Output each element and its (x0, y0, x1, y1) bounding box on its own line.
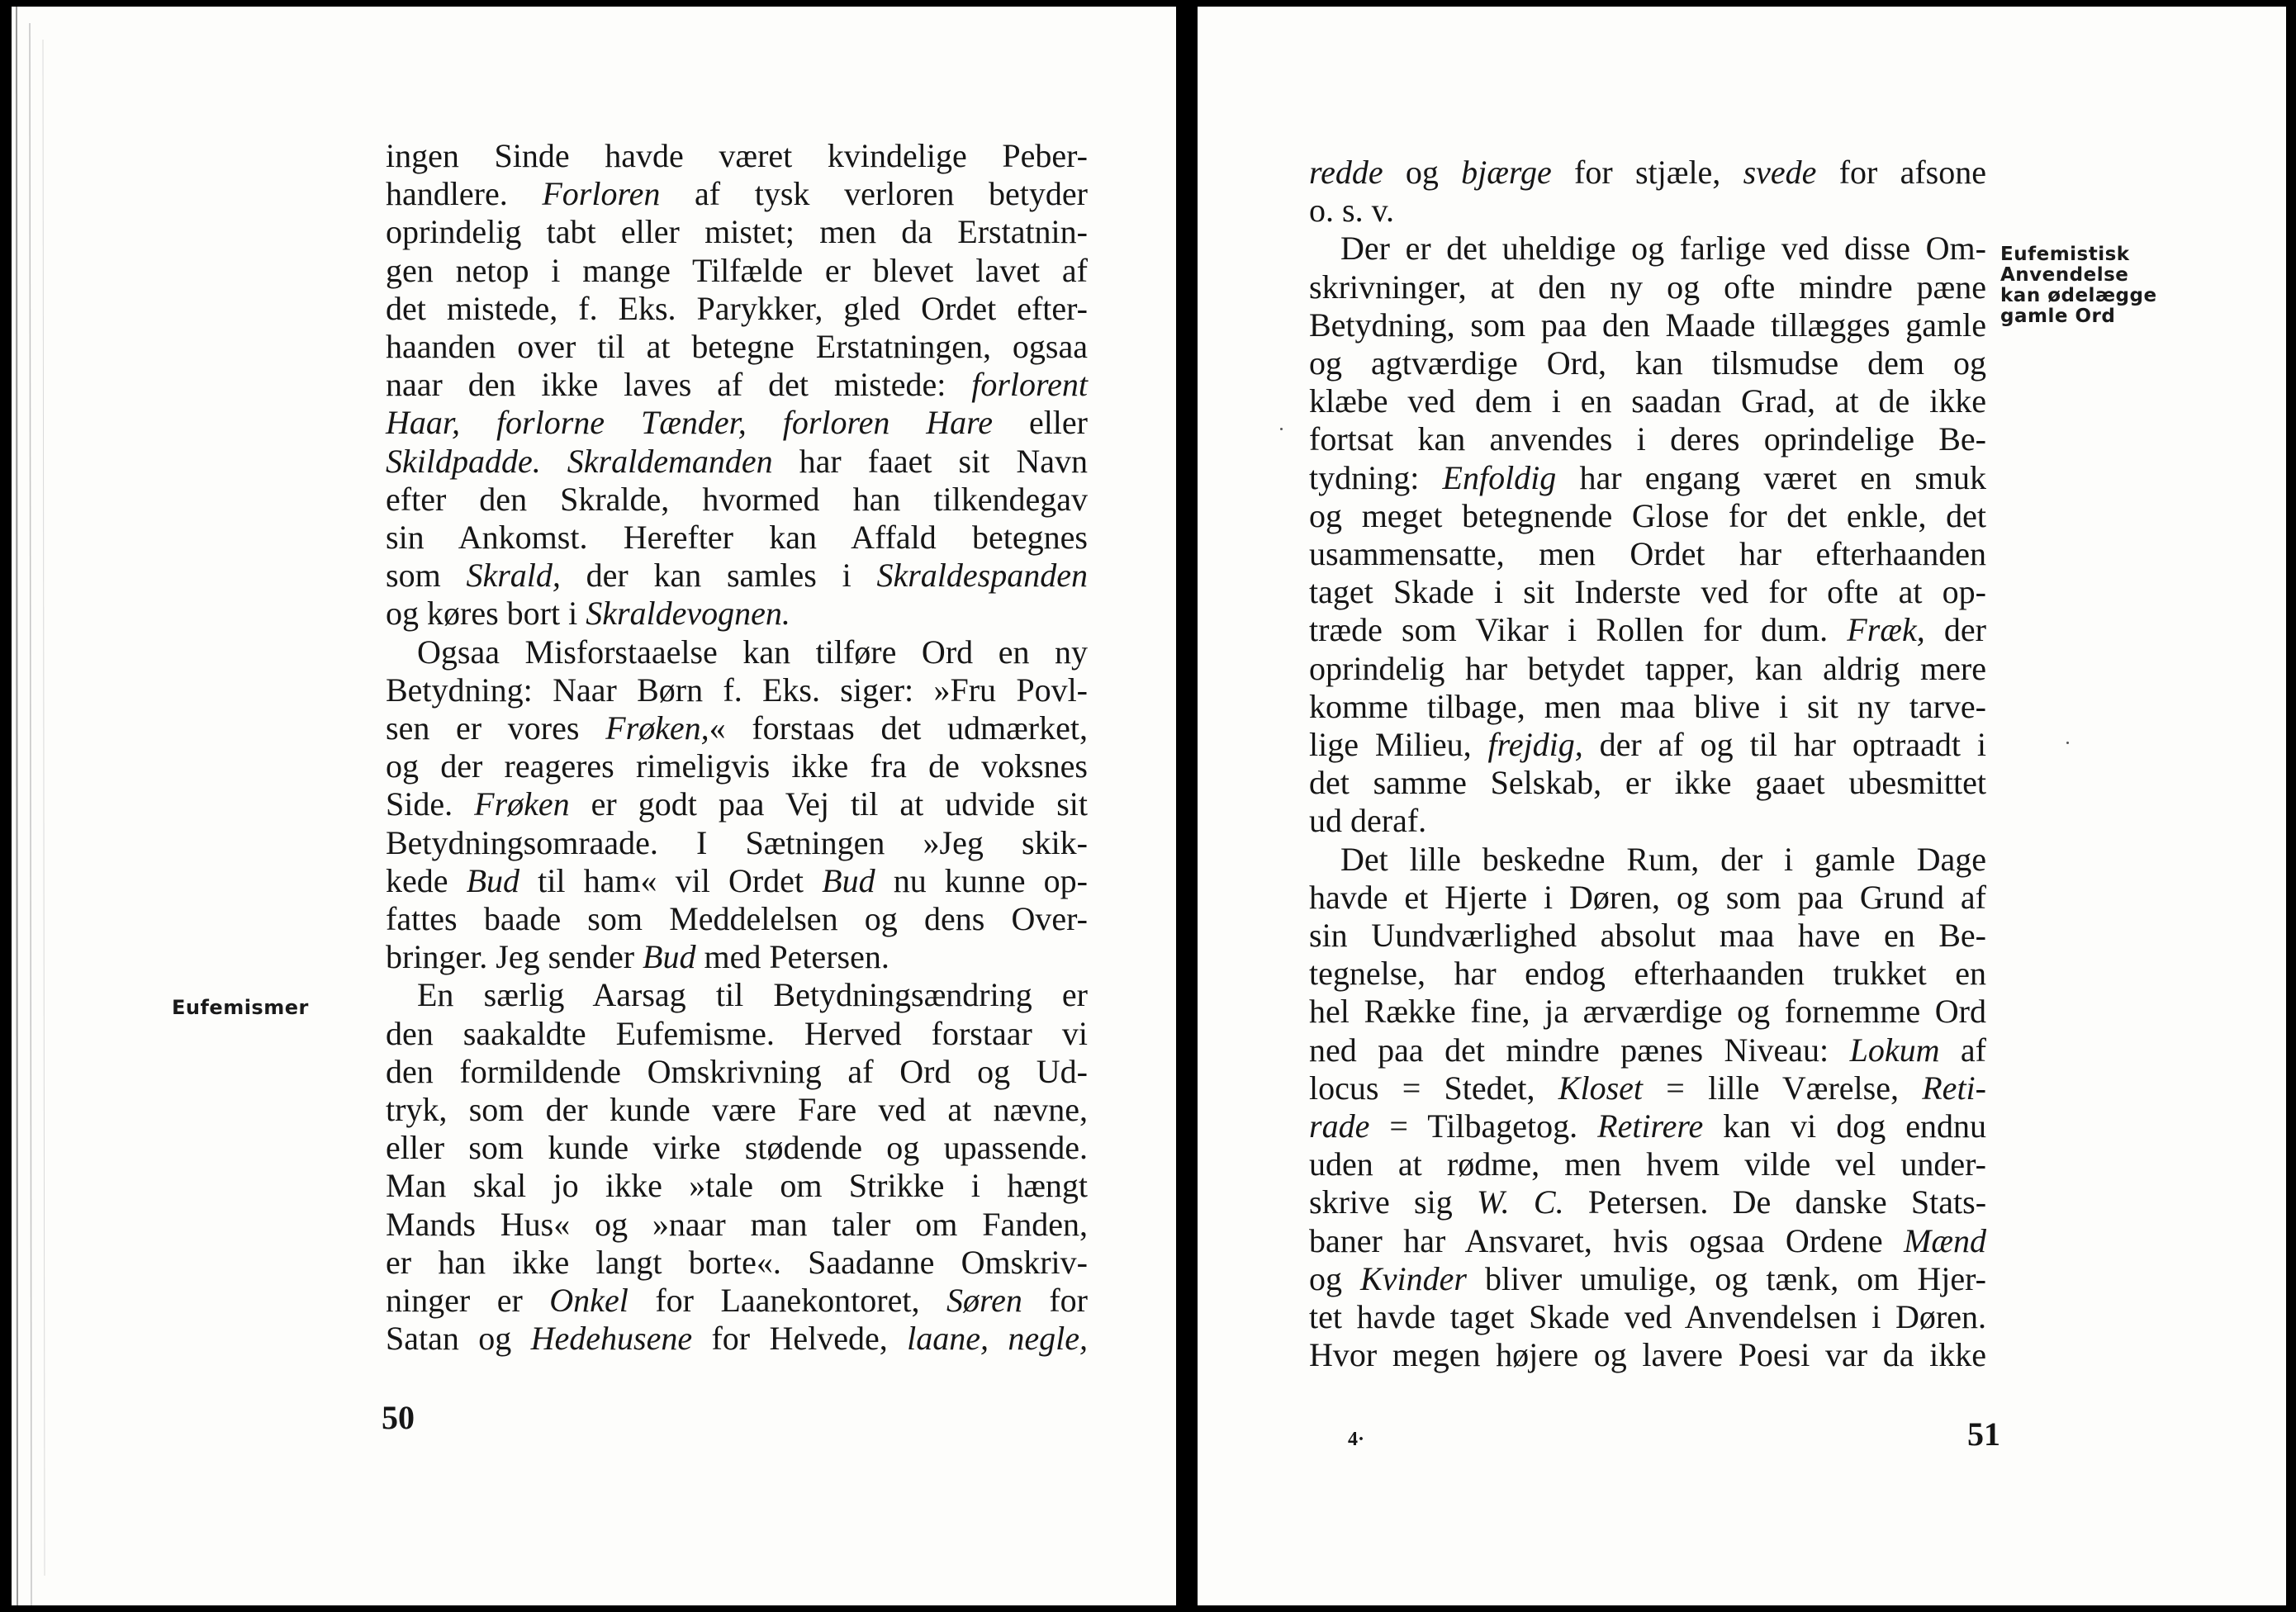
text-run: som (386, 557, 467, 595)
text-run: naar den ikke laves af det mistede: (386, 366, 972, 404)
text-run: det mistede, f. Eks. Parykker, gled Ordet efter- (386, 289, 1088, 327)
text-line (386, 137, 1088, 175)
text-run: gen netop i mange Tilfælde er blevet lavet af (386, 251, 1088, 289)
right-body-text (1309, 154, 1986, 1375)
text-run: = Tilbagetog. (1369, 1107, 1598, 1145)
text-line (386, 1053, 1088, 1091)
text-line (386, 1167, 1088, 1205)
text-line (386, 900, 1088, 938)
text-run: der af og til har optraadt i (1582, 726, 1986, 764)
text-run: eller (993, 404, 1088, 442)
text-run: træde som Vikar i Rollen for dum. (1309, 611, 1848, 649)
text-line (386, 709, 1088, 747)
text-run: og meget betegnende Glose for det enkle, det (1309, 496, 1986, 534)
text-run: hel Række fine, ja ærværdige og fornemme Ord (1309, 993, 1986, 1031)
text-run: Satan og (386, 1320, 531, 1358)
text-line (386, 252, 1088, 290)
text-run: bliver umulige, og tænk, om Hjer- (1466, 1259, 1986, 1297)
italic-term: Hedehusene (530, 1320, 693, 1358)
text-line (1309, 917, 1986, 955)
text-run: har faaet sit Navn (772, 442, 1088, 480)
italic-term: rade (1309, 1107, 1370, 1145)
italic-term: Frøken (474, 785, 570, 823)
italic-term: Skildpadde. Skraldemanden (386, 442, 773, 480)
text-run: lige Milieu, (1309, 726, 1488, 764)
text-run: fortsat kan anvendes i deres oprindelige Be- (1309, 420, 1986, 458)
italic-term: Kvinder (1360, 1259, 1467, 1297)
text-line (386, 1129, 1088, 1167)
italic-term: Forloren (542, 175, 661, 213)
signature-mark: 4· (1348, 1429, 1365, 1450)
text-run: bringer. Jeg sender (386, 938, 643, 976)
text-run: oprindelig tabt eller mistet; men da Erstatnin- (386, 213, 1088, 251)
text-run: ninger er (386, 1282, 550, 1320)
text-run: Side. (386, 785, 475, 823)
text-line (386, 519, 1088, 557)
margin-note-eufemistisk (2000, 244, 2157, 327)
text-line (1309, 1222, 1986, 1260)
text-run: tet havde taget Skade ved Anvendelsen i Døren. (1309, 1298, 1986, 1336)
text-line (1309, 1031, 1986, 1069)
text-run: for Helvede, (692, 1320, 908, 1358)
text-line (1309, 306, 1986, 344)
text-run: for (1022, 1282, 1088, 1320)
text-run: og (1309, 1259, 1361, 1297)
text-run: tryk, som der kunde være Fare ved at nævne, (386, 1091, 1088, 1129)
left-body-text (386, 137, 1088, 1358)
text-line (386, 443, 1088, 481)
paper-speck (2066, 742, 2069, 744)
margin-note-eufemismer: Eufemismer (172, 996, 309, 1019)
text-run: uden at rødme, men hvem vilde vel under- (1309, 1145, 1986, 1183)
text-run: for stjæle, (1551, 154, 1743, 191)
italic-term: Lokum (1849, 1031, 1940, 1069)
text-line (386, 481, 1088, 519)
text-line (386, 633, 1088, 671)
margin-note-line: Eufemistisk (2000, 244, 2130, 265)
margin-note-line: gamle Ord (2000, 306, 2116, 327)
italic-term: redde (1309, 154, 1383, 191)
text-run: Man skal jo ikke »tale om Strikke i hængt (386, 1167, 1088, 1205)
italic-term: Haar, forlorne Tænder, forloren Hare (386, 404, 994, 442)
text-line (1309, 802, 1986, 840)
text-run: kan vi dog endnu (1703, 1107, 1986, 1145)
text-run: oprindelig har betydet tapper, kan aldrig mere (1309, 649, 1986, 687)
italic-term: Retirere (1597, 1107, 1704, 1145)
text-line (1309, 1069, 1986, 1107)
text-line (1309, 993, 1986, 1031)
text-run: taget Skade i sit Inderste ved for ofte at op- (1309, 573, 1986, 611)
text-line (386, 557, 1088, 595)
text-run: har engang været en smuk (1556, 458, 1986, 496)
text-line (1309, 573, 1986, 611)
text-line (1309, 382, 1986, 420)
text-run: locus = Stedet, (1309, 1069, 1558, 1107)
text-run: sin Ankomst. Herefter kan Affald betegnes (386, 519, 1088, 557)
text-line (1309, 726, 1986, 764)
text-line (386, 938, 1088, 976)
italic-term: Skraldespanden (876, 557, 1088, 595)
text-run: til ham« vil Ordet (519, 861, 823, 899)
italic-term: Bud (643, 938, 696, 976)
text-run: af (1939, 1031, 1986, 1069)
text-run: er han ikke langt borte«. Saadanne Omskriv- (386, 1243, 1088, 1281)
italic-term: svede (1743, 154, 1817, 191)
text-run: Betydningsomraade. I Sætningen »Jeg skik- (386, 823, 1088, 861)
text-run: tydning: (1309, 458, 1443, 496)
margin-note-line: Anvendelse (2000, 264, 2129, 286)
text-line (386, 595, 1088, 633)
text-run: eller som kunde virke stødende og upassende. (386, 1129, 1088, 1167)
italic-term: Bud (822, 861, 875, 899)
italic-term: Kloset (1558, 1069, 1644, 1107)
text-line (1309, 1260, 1986, 1298)
text-run: der kan samles i (560, 557, 877, 595)
text-run: Petersen. De danske Stats- (1563, 1183, 1987, 1221)
text-line (386, 404, 1088, 442)
italic-term: Frøken, (605, 709, 709, 747)
text-run: er godt paa Vej til at udvide sit (569, 785, 1088, 823)
text-line (386, 1091, 1088, 1129)
text-run: Mands Hus« og »naar man taler om Fanden, (386, 1205, 1088, 1243)
text-run: for afsone (1816, 154, 1987, 191)
text-line (386, 366, 1088, 404)
text-run: sen er vores (386, 709, 606, 747)
italic-term: Fræk, (1847, 611, 1925, 649)
text-run: og agtværdige Ord, kan tilsmudse dem og (1309, 344, 1986, 382)
text-line (386, 1282, 1088, 1320)
text-run: den saakaldte Eufemisme. Herved forstaar vi (386, 1014, 1088, 1052)
text-line (386, 976, 1088, 1014)
italic-term: forlorent (971, 366, 1088, 404)
text-run: ud deraf. (1309, 802, 1427, 840)
text-line (1309, 1107, 1986, 1145)
text-line (1309, 1336, 1986, 1374)
text-run: o. s. v. (1309, 192, 1394, 230)
text-run: med Petersen. (695, 938, 889, 976)
italic-term: laane, negle, (907, 1320, 1088, 1358)
text-run: haanden over til at betegne Erstatningen, ogsaa (386, 328, 1088, 366)
italic-term: bjærge (1461, 154, 1552, 191)
italic-term: frejdig, (1487, 726, 1583, 764)
text-line (1309, 841, 1986, 879)
italic-term: W. C. (1476, 1183, 1564, 1221)
text-line (1309, 955, 1986, 993)
text-line (386, 1244, 1088, 1282)
italic-term: Søren (946, 1282, 1022, 1320)
italic-term: Reti- (1922, 1069, 1986, 1107)
text-line (1309, 420, 1986, 458)
text-run: havde et Hjerte i Døren, og som paa Grund af (1309, 878, 1986, 916)
text-line (1309, 1145, 1986, 1183)
text-run: Betydning: Naar Børn f. Eks. siger: »Fru Povl- (386, 671, 1088, 709)
text-run: En særlig Aarsag til Betydningsændring er (417, 976, 1088, 1014)
text-run: komme tilbage, men maa blive i sit ny tarve- (1309, 687, 1986, 725)
text-run: usammensatte, men Ordet har efterhaanden (1309, 535, 1986, 573)
text-line (1309, 688, 1986, 726)
text-line (1309, 459, 1986, 497)
text-line (386, 1206, 1088, 1244)
page-number-right: 51 (1967, 1415, 2000, 1453)
text-run: og der reageres rimeligvis ikke fra de voksnes (386, 747, 1088, 785)
text-run: og (1383, 154, 1462, 191)
text-run: Ogsaa Misforstaaelse kan tilføre Ord en ny (417, 633, 1088, 671)
text-run: baner har Ansvaret, hvis ogsaa Ordene (1309, 1221, 1904, 1259)
text-run: = lille Værelse, (1643, 1069, 1923, 1107)
text-run: sin Uundværlighed absolut maa have en Be- (1309, 917, 1986, 955)
text-line (386, 671, 1088, 709)
paper-speck (1280, 428, 1283, 430)
right-page (1198, 7, 2286, 1605)
text-line (1309, 1298, 1986, 1336)
text-line (386, 747, 1088, 785)
text-run: det samme Selskab, er ikke gaaet ubesmittet (1309, 764, 1986, 802)
text-line (386, 1015, 1088, 1053)
text-line (1309, 650, 1986, 688)
text-run: fattes baade som Meddelelsen og dens Over- (386, 900, 1088, 938)
margin-note-line: kan ødelægge (2000, 285, 2157, 306)
italic-term: Mænd (1904, 1221, 1986, 1259)
text-run: klæbe ved dem i en saadan Grad, at de ikke (1309, 382, 1986, 420)
page-number-left: 50 (382, 1399, 415, 1436)
text-run: den formildende Omskrivning af Ord og Ud- (386, 1052, 1088, 1090)
text-run: skrive sig (1309, 1183, 1477, 1221)
italic-term: Skraldevognen. (586, 595, 790, 633)
text-line (386, 328, 1088, 366)
text-line (1309, 611, 1986, 649)
text-run: for Laanekontoret, (628, 1282, 946, 1320)
text-run: Der er det uheldige og farlige ved disse Om- (1340, 230, 1986, 268)
text-line (386, 785, 1088, 823)
text-run: efter den Skralde, hvormed han tilkendegav (386, 480, 1088, 518)
text-run: handlere. (386, 175, 543, 213)
left-page (12, 7, 1176, 1605)
text-run: skrivninger, at den ny og ofte mindre pæne (1309, 268, 1986, 306)
text-run: nu kunne op- (875, 861, 1088, 899)
text-line (386, 175, 1088, 213)
text-line (1309, 879, 1986, 917)
text-run: af tysk verloren betyder (660, 175, 1088, 213)
text-line (1309, 192, 1986, 230)
text-line (386, 290, 1088, 328)
text-line (1309, 268, 1986, 306)
text-run: tegnelse, har endog efterhaanden trukket en (1309, 955, 1986, 993)
text-run: Betydning, som paa den Maade tillægges gamle (1309, 306, 1986, 344)
text-line (1309, 344, 1986, 382)
text-run: ingen Sinde havde været kvindelige Peber- (386, 137, 1088, 174)
text-line (1309, 1183, 1986, 1221)
text-line (1309, 535, 1986, 573)
text-line (386, 824, 1088, 862)
text-run: « forstaas det udmærket, (709, 709, 1088, 747)
italic-term: Enfoldig (1442, 458, 1557, 496)
text-line (1309, 497, 1986, 535)
text-run: kede (386, 861, 467, 899)
text-run: og køres bort i (386, 595, 586, 633)
text-run: ned paa det mindre pænes Niveau: (1309, 1031, 1850, 1069)
text-line (1309, 154, 1986, 192)
italic-term: Skrald, (466, 557, 561, 595)
text-line (386, 1320, 1088, 1358)
text-line (386, 213, 1088, 251)
binding-shadow (12, 7, 61, 1605)
text-run: Det lille beskedne Rum, der i gamle Dage (1340, 840, 1986, 878)
text-line (1309, 764, 1986, 802)
text-run: der (1924, 611, 1986, 649)
italic-term: Onkel (549, 1282, 629, 1320)
text-run: Hvor megen højere og lavere Poesi var da ikke (1309, 1336, 1986, 1374)
text-line (386, 862, 1088, 900)
text-line (1309, 230, 1986, 268)
italic-term: Bud (466, 861, 520, 899)
